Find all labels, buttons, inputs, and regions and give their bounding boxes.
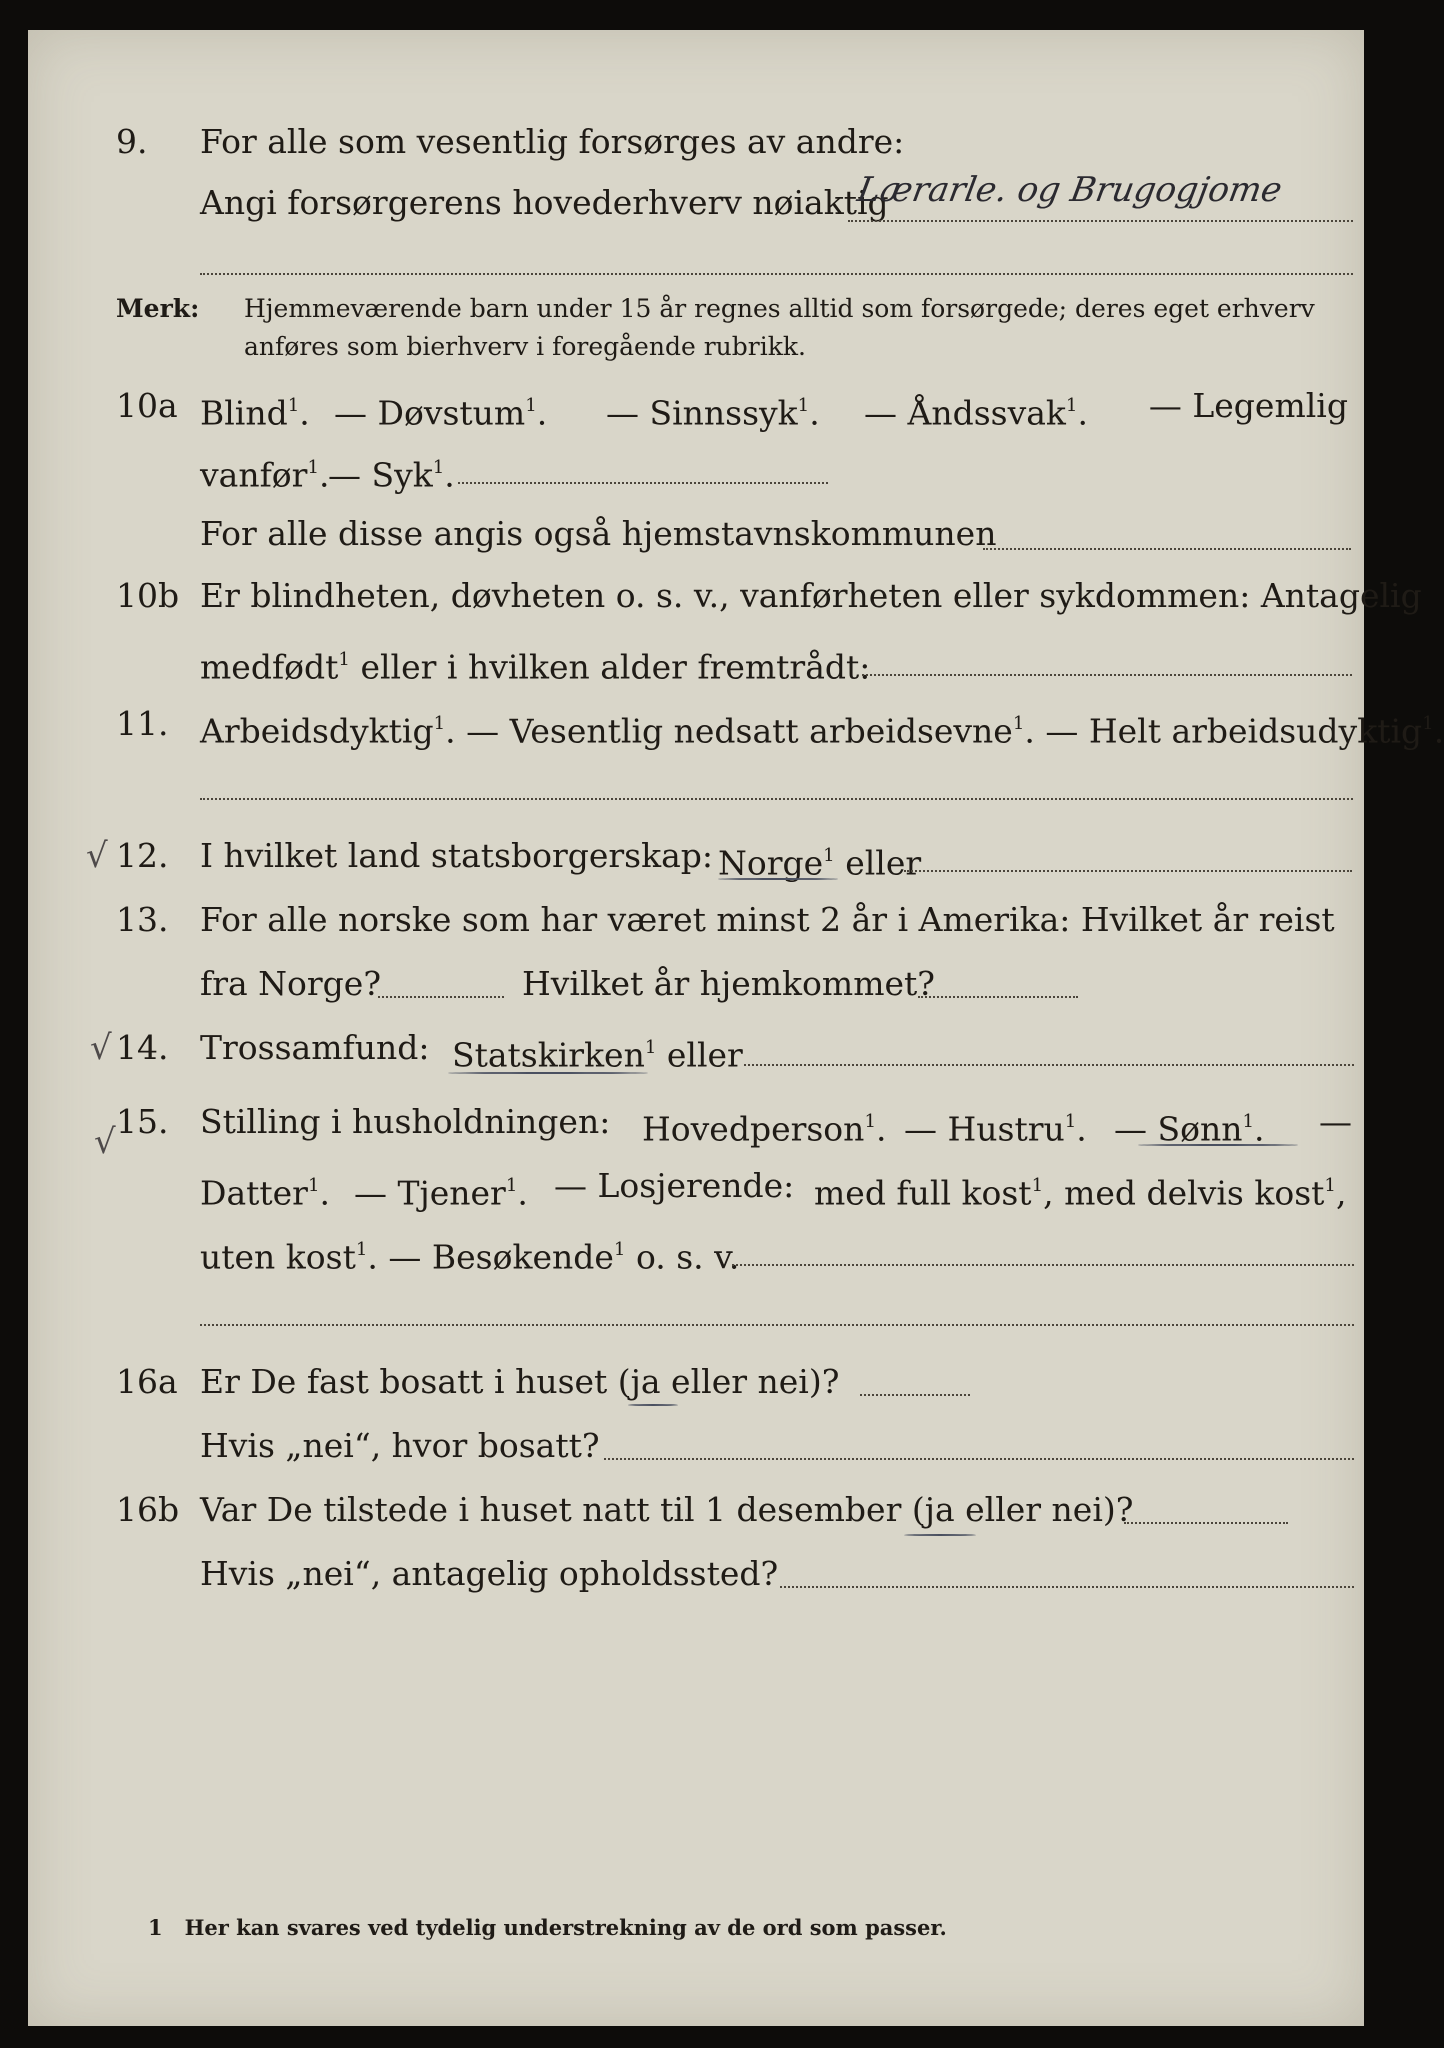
option-losjerende: — Losjerende:	[554, 1166, 795, 1205]
question-number: 12.	[116, 836, 169, 875]
option-full-kost: med full kost$^1$, med delvis kost$^1$,	[814, 1173, 1347, 1213]
question-text: I hvilket land statsborgerskap:	[200, 836, 714, 875]
question-text: Trossamfund:	[200, 1028, 430, 1067]
question-number: 15.	[116, 1102, 169, 1141]
question-text: For alle disse angis også hjemstavnskommunen	[200, 514, 997, 553]
option-hovedperson: Hovedperson$^1$.	[642, 1109, 887, 1149]
option-legemlig: — Legemlig	[1148, 386, 1348, 425]
check-mark: √	[90, 1028, 112, 1068]
note-text-line2: anføres som bierhverv i foregående rubrikk.	[244, 332, 806, 361]
question-text: medfødt$^1$ eller i hvilken alder fremtrådt:	[200, 647, 871, 687]
option-andssvak: — Åndssvak$^1$.	[864, 393, 1088, 433]
check-mark: √	[94, 1122, 116, 1162]
question-text: Angi forsørgerens hovederhverv nøiaktig	[200, 183, 889, 222]
question-number: 10a	[116, 386, 178, 425]
handwritten-answer-9: Lærarle. og Brugogjome	[854, 170, 1286, 210]
dash: —	[1319, 1102, 1352, 1141]
answer-line	[983, 548, 1351, 550]
question-text: Hvis „nei“, antagelig opholdssted?	[200, 1554, 779, 1593]
question-number: 13.	[116, 900, 169, 939]
answer-line	[200, 798, 1353, 800]
answer-line	[744, 1064, 1354, 1066]
question-text: Var De tilstede i huset natt til 1 desember (ja eller nei)?	[200, 1490, 1134, 1529]
question-number: 16a	[116, 1362, 178, 1401]
question-text: Stilling i husholdningen:	[200, 1102, 611, 1141]
question-text: Hvis „nei“, hvor bosatt?	[200, 1426, 600, 1465]
answer-line	[780, 1586, 1354, 1588]
answer-line	[848, 220, 1353, 222]
question-text: Hvilket år hjemkommet?	[522, 964, 935, 1003]
answer-line	[860, 1394, 970, 1396]
answer-line	[200, 1324, 1354, 1326]
option-sinnssyk: — Sinnssyk$^1$.	[606, 393, 820, 433]
option-datter: Datter$^1$.	[200, 1173, 331, 1213]
question-text: For alle som vesentlig forsørges av andre:	[200, 122, 905, 161]
pen-underline	[628, 1404, 678, 1406]
pen-underline	[448, 1072, 648, 1074]
answer-line	[732, 1264, 1354, 1266]
footnote-mark: 1	[148, 1915, 163, 1940]
answer-line	[378, 996, 504, 998]
note-label: Merk:	[116, 294, 200, 323]
option-sonn: — Sønn$^1$.	[1114, 1109, 1265, 1149]
check-mark: √	[86, 836, 108, 876]
answer-line	[1124, 1522, 1288, 1524]
option-dovstum: — Døvstum$^1$.	[334, 393, 548, 433]
question-number: 9.	[116, 122, 148, 161]
question-text: Arbeidsdyktig$^1$. — Vesentlig nedsatt arbeidsevne$^1$. — Helt arbeidsudyktig$^1$.	[200, 711, 1444, 751]
question-number: 10b	[116, 576, 180, 615]
question-number: 16b	[116, 1490, 180, 1529]
footnote-text: Her kan svares ved tydelig understrekning av de ord som passer.	[184, 1915, 947, 1940]
question-text: Er De fast bosatt i huset (ja eller nei)?	[200, 1362, 840, 1401]
census-form-page	[28, 30, 1444, 2026]
answer-line	[200, 273, 1353, 275]
pen-underline	[904, 1534, 976, 1536]
option-uten-kost: uten kost$^1$. — Besøkende$^1$ o. s. v.	[200, 1237, 740, 1277]
pen-underline	[718, 878, 838, 880]
answer-line	[904, 870, 1352, 872]
option-statskirken: Statskirken$^1$ eller	[452, 1035, 743, 1075]
question-text: fra Norge?	[200, 964, 382, 1003]
option-vanfor: vanfør$^1$.	[200, 455, 330, 495]
question-number: 11.	[116, 704, 169, 743]
footnote	[148, 1915, 947, 1940]
answer-line	[862, 674, 1352, 676]
answer-line	[458, 482, 828, 484]
option-syk: — Syk$^1$.	[328, 455, 455, 495]
question-text: For alle norske som har været minst 2 år i Amerika: Hvilket år reist	[200, 900, 1335, 939]
option-blind: Blind$^1$.	[200, 393, 310, 433]
pen-underline	[1138, 1144, 1298, 1146]
option-norge: Norge$^1$ eller	[718, 843, 922, 883]
answer-line	[918, 996, 1078, 998]
note-text-line1: Hjemmeværende barn under 15 år regnes alltid som forsørgede; deres eget erhverv	[244, 294, 1315, 323]
question-number: 14.	[116, 1028, 169, 1067]
answer-line	[604, 1458, 1354, 1460]
option-tjener: — Tjener$^1$.	[354, 1173, 528, 1213]
option-hustru: — Hustru$^1$.	[904, 1109, 1087, 1149]
question-text: Er blindheten, døvheten o. s. v., vanførheten eller sykdommen: Antagelig	[200, 576, 1422, 615]
